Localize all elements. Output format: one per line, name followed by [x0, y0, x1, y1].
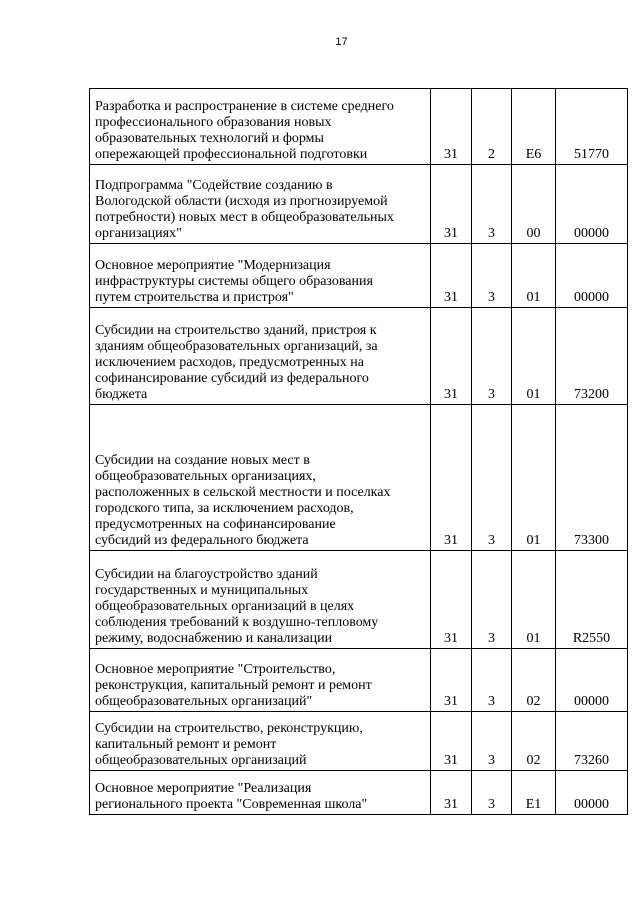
code-subprogram: 3 [472, 551, 512, 649]
row-description: Разработка и распространение в системе среднего профессионального образования новых образовательных технологий и формы опережающей профессиональной подготовки [90, 89, 431, 165]
code-direction: 73260 [556, 712, 628, 771]
row-description: Основное мероприятие "Модернизация инфраструктуры системы общего образования путем строительства и пристроя" [90, 244, 431, 308]
row-description: Субсидии на создание новых мест в общеобразовательных организациях, расположенных в сельской местности и поселках городского типа, за исключением расходов, предусмотренных на софинансирование субсидий из федерального бюджета [90, 405, 431, 551]
code-ministry: 31 [431, 712, 472, 771]
code-ministry: 31 [431, 89, 472, 165]
code-subprogram: 3 [472, 649, 512, 712]
table-row [90, 308, 628, 405]
code-ministry: 31 [431, 244, 472, 308]
code-subprogram: 3 [472, 771, 512, 815]
code-subprogram: 3 [472, 308, 512, 405]
row-description: Субсидии на строительство, реконструкцию, капитальный ремонт и ремонт общеобразовательных организаций [90, 712, 431, 771]
code-ministry: 31 [431, 551, 472, 649]
code-event: 02 [512, 649, 556, 712]
row-description: Субсидии на строительство зданий, пристроя к зданиям общеобразовательных организаций, за исключением расходов, предусмотренных на софинансирование субсидий из федерального бюджета [90, 308, 431, 405]
table-row [90, 771, 628, 815]
row-description: Субсидии на благоустройство зданий государственных и муниципальных общеобразовательных организаций в целях соблюдения требований к воздушно-тепловому режиму, водоснабжению и канализации [90, 551, 431, 649]
row-description: Основное мероприятие "Реализация регионального проекта "Современная школа" [90, 771, 431, 815]
row-description: Основное мероприятие "Строительство, реконструкция, капитальный ремонт и ремонт общеобразовательных организаций" [90, 649, 431, 712]
table-row [90, 89, 628, 165]
code-subprogram: 2 [472, 89, 512, 165]
table-row [90, 712, 628, 771]
code-ministry: 31 [431, 405, 472, 551]
code-subprogram: 3 [472, 244, 512, 308]
code-subprogram: 3 [472, 712, 512, 771]
table-row [90, 165, 628, 244]
code-direction: 51770 [556, 89, 628, 165]
page-number: 17 [335, 36, 348, 48]
code-direction: 73200 [556, 308, 628, 405]
code-subprogram: 3 [472, 165, 512, 244]
table-row [90, 244, 628, 308]
code-direction: R2550 [556, 551, 628, 649]
code-direction: 00000 [556, 244, 628, 308]
code-ministry: 31 [431, 649, 472, 712]
table-row [90, 405, 628, 551]
code-direction: 00000 [556, 771, 628, 815]
code-event: Е1 [512, 771, 556, 815]
row-description: Подпрограмма "Содействие созданию в Вологодской области (исходя из прогнозируемой потребности) новых мест в общеобразовательных организациях" [90, 165, 431, 244]
code-event: 01 [512, 244, 556, 308]
budget-table [89, 88, 628, 815]
code-event: 00 [512, 165, 556, 244]
code-ministry: 31 [431, 308, 472, 405]
code-direction: 73300 [556, 405, 628, 551]
code-event: Е6 [512, 89, 556, 165]
code-ministry: 31 [431, 771, 472, 815]
code-direction: 00000 [556, 165, 628, 244]
code-event: 01 [512, 405, 556, 551]
table-row [90, 649, 628, 712]
table-row [90, 551, 628, 649]
code-ministry: 31 [431, 165, 472, 244]
code-event: 02 [512, 712, 556, 771]
code-event: 01 [512, 308, 556, 405]
code-direction: 00000 [556, 649, 628, 712]
code-subprogram: 3 [472, 405, 512, 551]
code-event: 01 [512, 551, 556, 649]
